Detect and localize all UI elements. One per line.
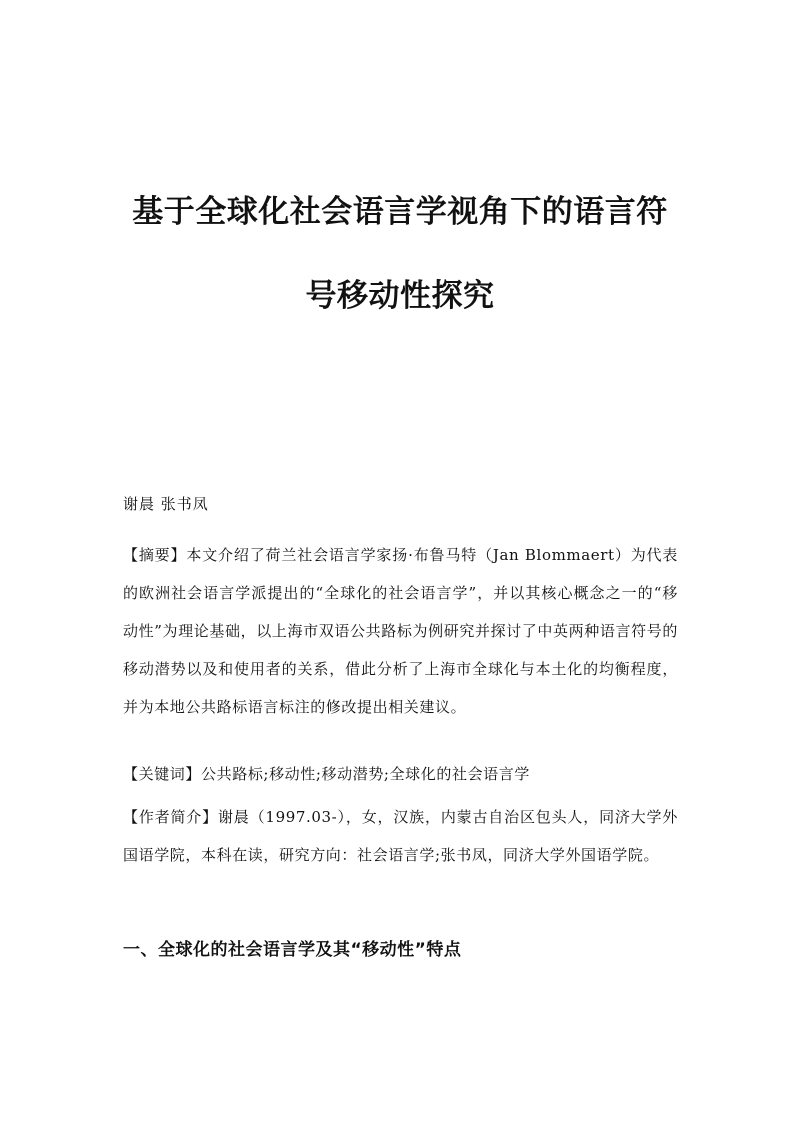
keywords-label: 【关键词】: [123, 765, 202, 783]
section-heading: 一、全球化的社会语言学及其“移动性”特点: [123, 940, 462, 960]
author-bio-text: 谢晨（1997.03-），女，汉族，内蒙古自治区包头人，同济大学外国语学院，本科在读，研究方向：社会语言学;张书凤，同济大学外国语学院。: [123, 808, 678, 864]
abstract-label: 【摘要】: [123, 546, 187, 564]
abstract: [123, 536, 678, 726]
keywords-text: 公共路标;移动性;移动潜势;全球化的社会语言学: [201, 765, 530, 783]
paper-title-line-1: 基于全球化社会语言学视角下的语言符: [132, 194, 668, 230]
author-bio-label: 【作者简介】: [123, 808, 218, 826]
author-bio: [123, 798, 678, 874]
paper-title-line-2: 号移动性探究: [305, 278, 495, 314]
abstract-text: 本文介绍了荷兰社会语言学家扬·布鲁马特（Jan Blommaert）为代表的欧洲社会语言学派提出的“全球化的社会语言学”，并以其核心概念之一的“移动性”为理论基础，以上海市双语公共路标为例研究并探讨了中英两种语言符号的移动潜势以及和使用者的关系，借此分析了上海市全球化与本土化的均衡程度，并为本地公共路标语言标注的修改提出相关建议。: [123, 546, 678, 716]
keywords: [123, 755, 678, 793]
author-names: 谢晨 张书凤: [123, 495, 209, 513]
